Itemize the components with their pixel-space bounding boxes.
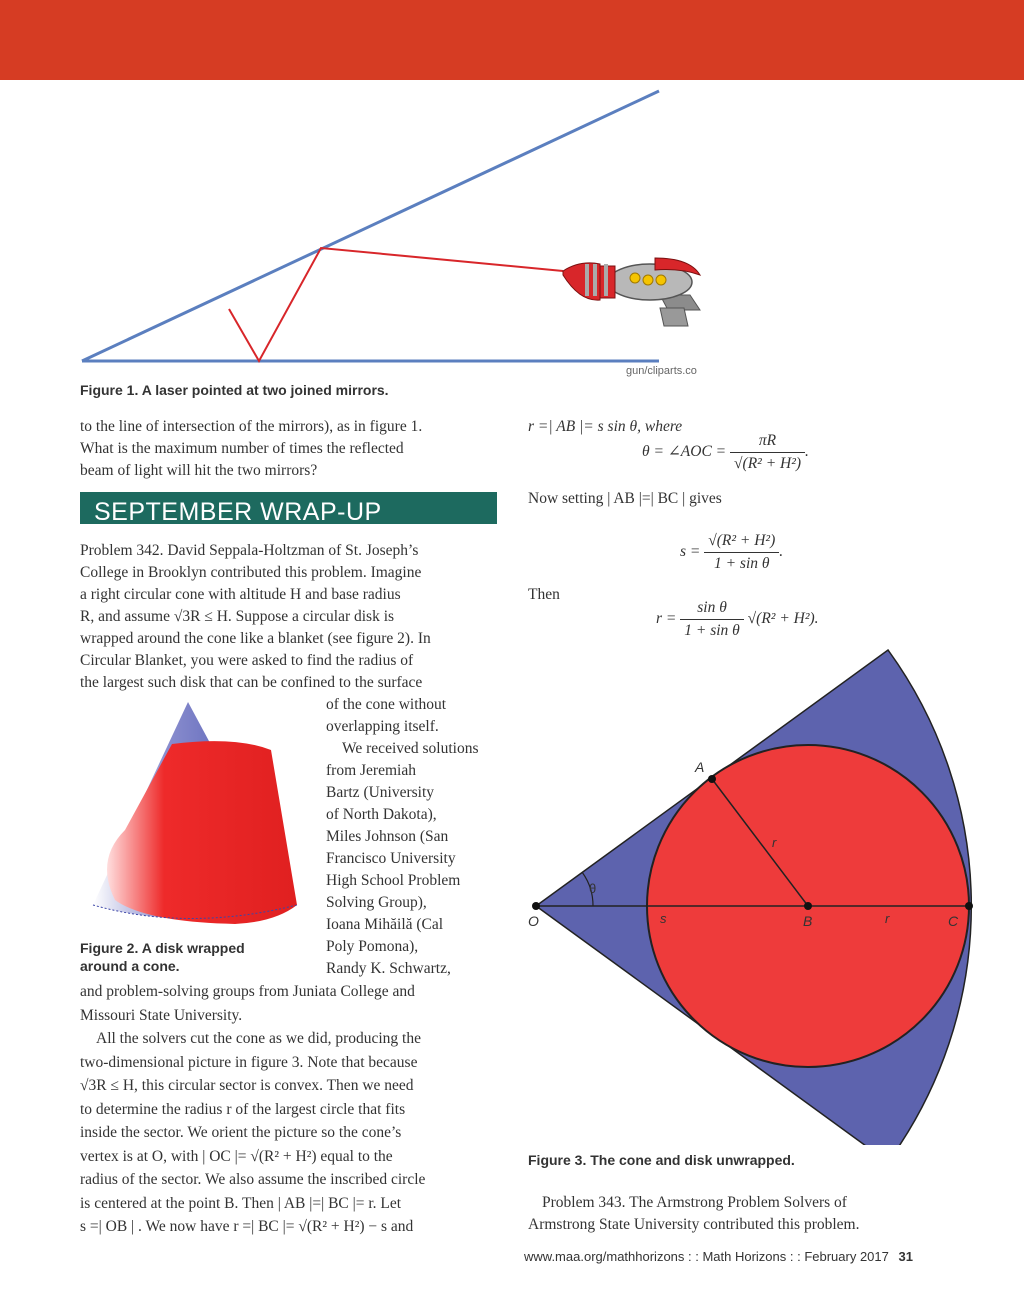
solution-paragraph <box>80 980 500 1239</box>
problem-343-paragraph <box>528 1192 948 1236</box>
label-r-BC: r <box>885 911 890 926</box>
label-O: O <box>528 913 539 929</box>
text-line: Francisco University <box>326 850 456 867</box>
s-fraction <box>704 530 779 575</box>
text-line: to the line of intersection of the mirrors), as in figure 1. <box>80 418 423 435</box>
figure1-credit: gun/cliparts.co <box>626 365 697 377</box>
caption-line: around a cone. <box>80 958 180 974</box>
r-numerator: sin θ <box>680 597 744 620</box>
text-line: Armstrong State University contributed this problem. <box>528 1216 860 1233</box>
point-O <box>532 902 540 910</box>
text-line: Randy K. Schwartz, <box>326 960 451 977</box>
label-C: C <box>948 913 959 929</box>
label-theta: θ <box>589 881 597 896</box>
point-B <box>804 902 812 910</box>
text-line: is centered at the point B. Then | AB |=| BC |= r. Let <box>80 1194 402 1212</box>
s-denominator: 1 + sin θ <box>713 555 770 572</box>
r-lhs: r = <box>656 610 677 628</box>
label-A: A <box>695 759 705 775</box>
text-line: s =| OB | . We now have r =| BC |= √(R² + H²) − s and <box>80 1218 414 1235</box>
upper-mirror <box>82 91 659 361</box>
footer <box>524 1249 913 1264</box>
text-line: Circular Blanket, you were asked to find the radius of <box>80 652 414 669</box>
r-tail: √(R² + H²). <box>747 610 819 628</box>
text-line: inside the sector. We orient the picture so the cone’s <box>80 1124 402 1141</box>
then-text: Then <box>528 586 560 603</box>
text-line: College in Brooklyn contributed this problem. Imagine <box>80 564 422 581</box>
text-line: Problem 342. David Seppala-Holtzman of St. Joseph’s <box>80 542 419 559</box>
point-A <box>708 775 716 783</box>
text-line: wrapped around the cone like a blanket (see figure 2). In <box>80 630 431 647</box>
text-line: R, and assume √3R ≤ H. Suppose a circular disk is <box>80 608 395 625</box>
figure2-cone <box>85 700 310 930</box>
text-line: of North Dakota), <box>326 806 437 823</box>
text-line: High School Problem <box>326 872 461 889</box>
text-line: We received solutions <box>342 740 479 757</box>
text-line: beam of light will hit the two mirrors? <box>80 462 318 479</box>
text-line: a right circular cone with altitude H and base radius <box>80 586 401 603</box>
figure1-caption: Figure 1. A laser pointed at two joined mirrors. <box>80 382 389 398</box>
text-line: All the solvers cut the cone as we did, producing the <box>96 1030 421 1047</box>
text-line: Problem 343. The Armstrong Problem Solvers of <box>542 1194 847 1211</box>
header-bar <box>0 0 1024 80</box>
wrapped-disk <box>107 741 297 924</box>
ray-gun-icon <box>563 258 700 326</box>
text-line: Bartz (University <box>326 784 435 801</box>
page-number: 31 <box>898 1249 913 1264</box>
equation-r-sin: r =| AB |= s sin θ, where <box>528 418 683 435</box>
label-r-AB: r <box>772 835 777 850</box>
text-line: to determine the radius r of the largest circle that fits <box>80 1100 406 1118</box>
section-title: SEPTEMBER WRAP-UP <box>80 492 497 524</box>
solvers-paragraph <box>326 694 506 980</box>
text-line: Poly Pomona), <box>326 938 419 955</box>
text-line: two-dimensional picture in figure 3. Note that because <box>80 1053 418 1071</box>
text-line: Missouri State University. <box>80 1006 243 1024</box>
r-fraction <box>680 597 744 642</box>
equation-theta: θ = ∠AOC = $\frac{\pi R}{\text{√(R² + H²)}}$ . <box>642 430 842 475</box>
text-line: Solving Group), <box>326 894 427 911</box>
theta-lhs: θ = ∠AOC = <box>642 443 727 461</box>
text-line: radius of the sector. We also assume the inscribed circle <box>80 1171 426 1188</box>
r-denominator: 1 + sin θ <box>684 622 740 639</box>
figure2-caption <box>80 939 245 975</box>
s-lhs: s = <box>680 543 701 561</box>
text-line: Ioana Mihăilă (Cal <box>326 916 444 933</box>
text-line: of the cone without <box>326 696 447 713</box>
text-line: from Jeremiah <box>326 762 416 779</box>
text-line: Miles Johnson (San <box>326 828 449 845</box>
theta-denominator: √(R² + H²) <box>734 455 802 472</box>
equation-r <box>656 597 876 642</box>
intro-paragraph <box>80 416 500 482</box>
label-s: s <box>660 911 667 926</box>
figure3-caption: Figure 3. The cone and disk unwrapped. <box>528 1152 795 1168</box>
theta-numerator: πR <box>730 430 805 453</box>
now-setting-text: Now setting | AB |=| BC | gives <box>528 490 722 507</box>
label-B: B <box>803 913 813 929</box>
text-line: the largest such disk that can be confined to the surface <box>80 674 423 691</box>
problem-342-paragraph <box>80 540 500 694</box>
text-line: overlapping itself. <box>326 718 439 735</box>
text-line: and problem-solving groups from Juniata College and <box>80 983 415 1000</box>
equation-s: s = $\frac{\text{√(R² + H²)}}{\text{1 + sin θ}}$ . <box>680 530 840 575</box>
theta-fraction <box>730 430 805 475</box>
figure1-diagram <box>0 80 760 380</box>
footer-text: www.maa.org/mathhorizons : : Math Horizons : : February 2017 <box>524 1249 889 1264</box>
text-line: √3R ≤ H, this circular sector is convex. Then we need <box>80 1077 414 1094</box>
text-line: vertex is at O, with | OC |= √(R² + H²) equal to the <box>80 1147 393 1165</box>
point-C <box>965 902 973 910</box>
laser-beam <box>229 248 563 361</box>
caption-line: Figure 2. A disk wrapped <box>80 940 245 956</box>
s-numerator: √(R² + H²) <box>704 530 779 553</box>
text-line: What is the maximum number of times the reflected <box>80 440 404 457</box>
